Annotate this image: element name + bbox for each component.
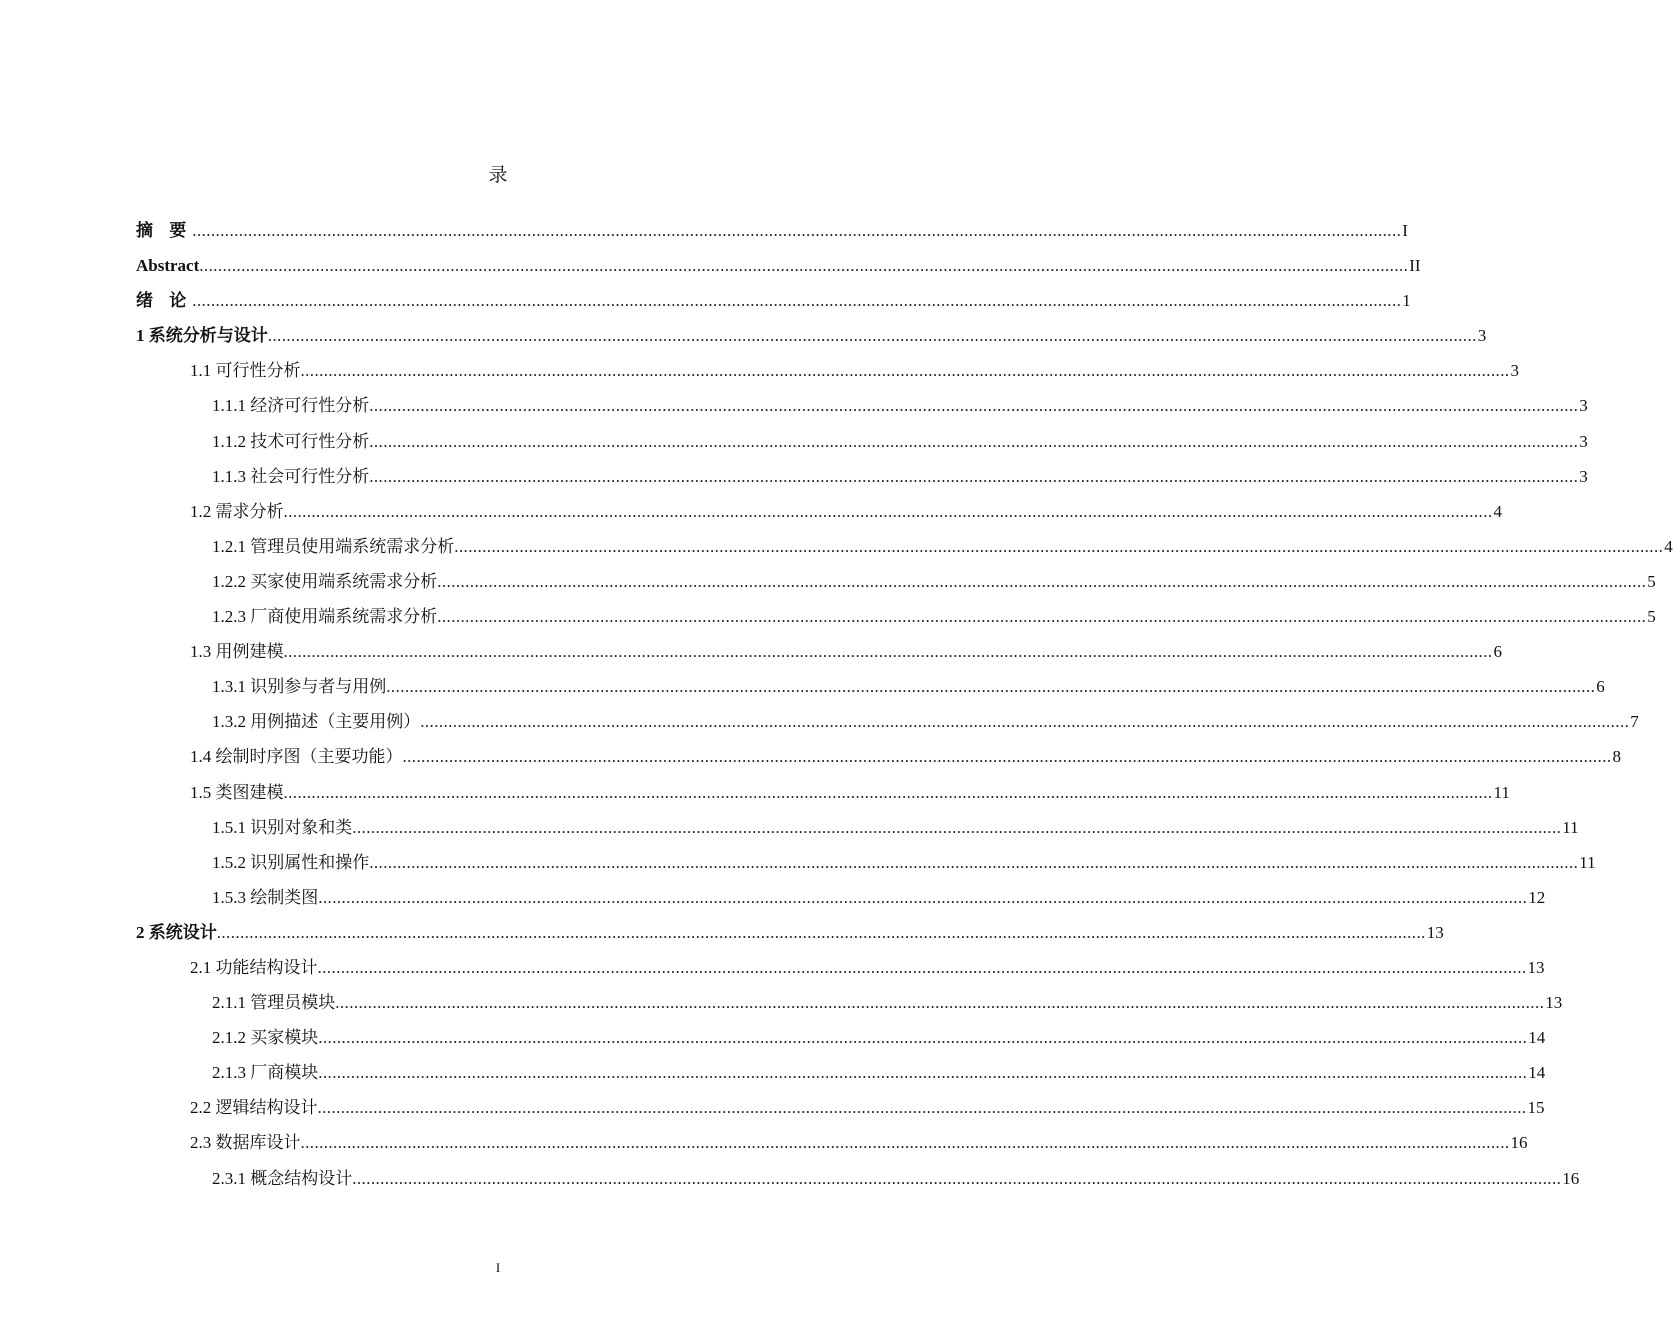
toc-entry[interactable]: [136, 534, 1673, 569]
toc-entry-label: 2.3 数据库设计: [190, 1133, 301, 1153]
toc-entry-page: 11: [1579, 852, 1596, 872]
toc-entry-label: 2.1.3 厂商模块: [212, 1063, 319, 1083]
toc-entry[interactable]: [136, 920, 1444, 955]
toc-entry-label: 1.1 可行性分析: [190, 361, 301, 381]
toc-leader-dots: ....................................................................................................................................................................................................................................................................: [437, 571, 1647, 591]
toc-entry[interactable]: [136, 604, 1656, 639]
toc-leader-dots: ....................................................................................................................................................................................................................................................................: [192, 291, 1402, 311]
toc-entry-page: 5: [1647, 607, 1656, 627]
toc-entry[interactable]: [136, 674, 1605, 709]
toc-entry-page: 16: [1562, 1168, 1580, 1188]
toc-entry-label: 1.4 绘制时序图（主要功能）: [190, 747, 403, 767]
toc-entry-page: 3: [1579, 396, 1588, 416]
toc-leader-dots: ....................................................................................................................................................................................................................................................................: [369, 431, 1579, 451]
toc-entry[interactable]: [136, 218, 1408, 253]
toc-entry-label: 1.3.2 用例描述（主要用例）: [212, 712, 421, 732]
toc-leader-dots: ....................................................................................................................................................................................................................................................................: [352, 1168, 1562, 1188]
toc-entry-page: 8: [1612, 747, 1621, 767]
toc-entry-page: 15: [1527, 1098, 1545, 1118]
toc-entry[interactable]: [136, 1095, 1545, 1130]
toc-entry-label: Abstract: [136, 256, 200, 276]
page-title: 录: [488, 165, 508, 186]
toc-entry-page: II: [1409, 256, 1421, 276]
toc-entry[interactable]: [136, 1060, 1546, 1095]
toc-entry[interactable]: [136, 1130, 1528, 1165]
toc-leader-dots: ....................................................................................................................................................................................................................................................................: [369, 852, 1579, 872]
toc-entry-page: 13: [1527, 957, 1545, 977]
toc-leader-dots: ....................................................................................................................................................................................................................................................................: [335, 993, 1545, 1013]
toc-entry[interactable]: [136, 358, 1519, 393]
toc-entry-page: 7: [1630, 712, 1639, 732]
toc-entry-page: 1: [1402, 291, 1411, 311]
toc-entry-label: 1.2.3 厂商使用端系统需求分析: [212, 607, 438, 627]
toc-entry-label: 绪 论: [136, 291, 193, 311]
toc-entry[interactable]: [136, 1025, 1546, 1060]
toc-entry-label: 1.2.1 管理员使用端系统需求分析: [212, 536, 455, 556]
toc-entry-label: 1.2 需求分析: [190, 501, 284, 521]
toc-leader-dots: ....................................................................................................................................................................................................................................................................: [318, 1028, 1528, 1048]
toc-entry-label: 1.1.3 社会可行性分析: [212, 466, 370, 486]
toc-entry[interactable]: [136, 1166, 1580, 1201]
toc-entry-page: 6: [1596, 677, 1605, 697]
toc-entry-label: 摘 要: [136, 221, 193, 240]
toc-leader-dots: ....................................................................................................................................................................................................................................................................: [317, 957, 1527, 977]
toc-entry-page: 4: [1493, 501, 1502, 521]
toc-entry[interactable]: [136, 393, 1588, 428]
toc-entry-label: 1.3.1 识别参与者与用例: [212, 677, 387, 697]
toc-entry[interactable]: [136, 429, 1588, 464]
toc-entry-label: 1.5 类图建模: [190, 782, 284, 802]
toc-entry[interactable]: [136, 569, 1656, 604]
toc-leader-dots: ....................................................................................................................................................................................................................................................................: [283, 642, 1493, 662]
toc-entry-label: 2 系统设计: [136, 922, 217, 942]
toc-entry-label: 1.5.1 识别对象和类: [212, 817, 353, 837]
toc-entry-page: 14: [1528, 1063, 1546, 1083]
toc-entry[interactable]: [136, 639, 1502, 674]
toc-entry-page: 11: [1562, 817, 1579, 837]
toc-leader-dots: ....................................................................................................................................................................................................................................................................: [300, 1133, 1510, 1153]
toc-entry-label: 1.5.2 识别属性和操作: [212, 852, 370, 872]
toc-entry-page: 13: [1545, 993, 1563, 1013]
toc-leader-dots: ....................................................................................................................................................................................................................................................................: [216, 922, 1426, 942]
toc-entry[interactable]: [136, 780, 1510, 815]
toc-entry-page: 5: [1647, 571, 1656, 591]
toc-entry[interactable]: [136, 464, 1588, 499]
toc-entry[interactable]: [136, 744, 1621, 779]
toc-leader-dots: ....................................................................................................................................................................................................................................................................: [454, 536, 1664, 556]
toc-entry[interactable]: [136, 955, 1545, 990]
toc-entry-page: 13: [1426, 922, 1444, 942]
toc-entry-page: 6: [1493, 642, 1502, 662]
toc-entry-page: 3: [1579, 466, 1588, 486]
toc-leader-dots: ....................................................................................................................................................................................................................................................................: [369, 396, 1579, 416]
toc-entry-label: 1 系统分析与设计: [136, 326, 268, 346]
toc-entry-label: 1.1.2 技术可行性分析: [212, 431, 370, 451]
toc-entry[interactable]: [136, 815, 1579, 850]
toc-entry-label: 2.3.1 概念结构设计: [212, 1168, 353, 1188]
toc-leader-dots: ....................................................................................................................................................................................................................................................................: [300, 361, 1510, 381]
toc-entry[interactable]: [136, 850, 1596, 885]
toc-leader-dots: ....................................................................................................................................................................................................................................................................: [283, 782, 1493, 802]
toc-entry[interactable]: [136, 990, 1563, 1025]
toc-entry-label: 1.5.3 绘制类图: [212, 887, 319, 907]
toc-entry-label: 2.1 功能结构设计: [190, 957, 318, 977]
toc-entry-page: 4: [1664, 536, 1673, 556]
toc-leader-dots: ....................................................................................................................................................................................................................................................................: [369, 466, 1579, 486]
toc-leader-dots: ....................................................................................................................................................................................................................................................................: [402, 747, 1612, 767]
toc-leader-dots: ....................................................................................................................................................................................................................................................................: [317, 1098, 1527, 1118]
page-number: I: [495, 1260, 501, 1275]
toc-entry[interactable]: [136, 288, 1411, 323]
toc-leader-dots: ....................................................................................................................................................................................................................................................................: [352, 817, 1562, 837]
toc-leader-dots: ....................................................................................................................................................................................................................................................................: [318, 887, 1528, 907]
toc-entry-page: 3: [1579, 431, 1588, 451]
toc-leader-dots: ....................................................................................................................................................................................................................................................................: [437, 607, 1647, 627]
toc-entry[interactable]: [136, 885, 1546, 920]
toc-leader-dots: ....................................................................................................................................................................................................................................................................: [267, 326, 1477, 346]
toc-entry[interactable]: [136, 253, 1421, 288]
toc-entry-page: 16: [1510, 1133, 1528, 1153]
toc-entry-label: 2.1.2 买家模块: [212, 1028, 319, 1048]
toc-entry-label: 2.2 逻辑结构设计: [190, 1098, 318, 1118]
toc-leader-dots: ....................................................................................................................................................................................................................................................................: [318, 1063, 1528, 1083]
toc-entry-page: 14: [1528, 1028, 1546, 1048]
toc-entry[interactable]: [136, 499, 1502, 534]
toc-entry-label: 1.3 用例建模: [190, 642, 284, 662]
toc-leader-dots: ....................................................................................................................................................................................................................................................................: [420, 712, 1630, 732]
toc-entry-page: 11: [1493, 782, 1510, 802]
table-of-contents: [136, 218, 1673, 1201]
toc-entry-label: 1.2.2 买家使用端系统需求分析: [212, 571, 438, 591]
toc-entry-label: 1.1.1 经济可行性分析: [212, 396, 370, 416]
toc-entry[interactable]: [136, 323, 1487, 358]
toc-leader-dots: ....................................................................................................................................................................................................................................................................: [283, 501, 1493, 521]
toc-entry-page: 3: [1477, 326, 1487, 346]
toc-entry-page: I: [1402, 221, 1408, 240]
toc-entry[interactable]: [136, 709, 1639, 744]
toc-leader-dots: ....................................................................................................................................................................................................................................................................: [192, 221, 1402, 240]
toc-leader-dots: ....................................................................................................................................................................................................................................................................: [386, 677, 1596, 697]
toc-entry-page: 12: [1528, 887, 1546, 907]
toc-entry-label: 2.1.1 管理员模块: [212, 993, 336, 1013]
toc-leader-dots: ....................................................................................................................................................................................................................................................................: [199, 256, 1409, 276]
toc-entry-page: 3: [1510, 361, 1519, 381]
